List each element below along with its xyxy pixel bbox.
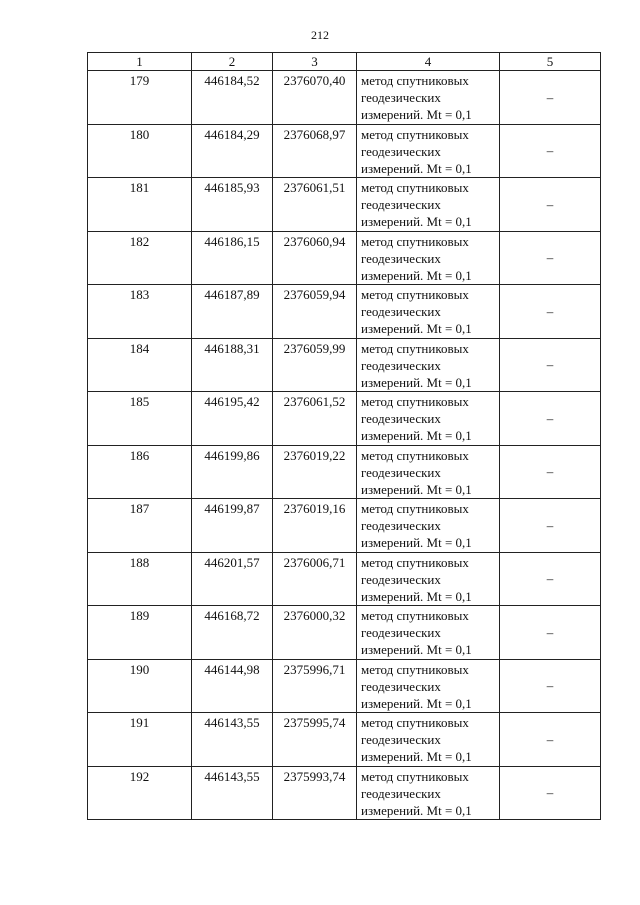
note-cell: – (500, 392, 601, 446)
table-header (88, 53, 601, 71)
table-body (88, 71, 601, 820)
table-row (88, 392, 601, 446)
y-coordinate-cell: 2376059,94 (273, 285, 357, 339)
table-row (88, 445, 601, 499)
x-coordinate-cell: 446143,55 (192, 766, 273, 820)
page-number: 212 (311, 28, 329, 42)
method-cell: метод спутниковых геодезических измерений. Mt = 0,1 (357, 178, 500, 232)
x-coordinate-cell: 446186,15 (192, 231, 273, 285)
x-coordinate-cell: 446187,89 (192, 285, 273, 339)
point-number-cell: 180 (88, 124, 192, 178)
note-cell: – (500, 766, 601, 820)
table-row (88, 766, 601, 820)
point-number-cell: 181 (88, 178, 192, 232)
point-number-cell: 182 (88, 231, 192, 285)
y-coordinate-cell: 2376061,51 (273, 178, 357, 232)
y-coordinate-cell: 2375995,74 (273, 713, 357, 767)
y-coordinate-cell: 2375993,74 (273, 766, 357, 820)
header-row (88, 53, 601, 71)
method-cell: метод спутниковых геодезических измерений. Mt = 0,1 (357, 71, 500, 125)
point-number-cell: 185 (88, 392, 192, 446)
table-row (88, 285, 601, 339)
method-cell: метод спутниковых геодезических измерений. Mt = 0,1 (357, 445, 500, 499)
x-coordinate-cell: 446185,93 (192, 178, 273, 232)
x-coordinate-cell: 446201,57 (192, 552, 273, 606)
table-row (88, 606, 601, 660)
x-coordinate-cell: 446195,42 (192, 392, 273, 446)
x-coordinate-cell: 446199,87 (192, 499, 273, 553)
point-number-cell: 191 (88, 713, 192, 767)
note-cell: – (500, 659, 601, 713)
y-coordinate-cell: 2376068,97 (273, 124, 357, 178)
table-row (88, 659, 601, 713)
y-coordinate-cell: 2375996,71 (273, 659, 357, 713)
table-row (88, 231, 601, 285)
method-cell: метод спутниковых геодезических измерений. Mt = 0,1 (357, 392, 500, 446)
method-cell: метод спутниковых геодезических измерений. Mt = 0,1 (357, 338, 500, 392)
y-coordinate-cell: 2376061,52 (273, 392, 357, 446)
header-col-2: 2 (192, 53, 273, 71)
point-number-cell: 189 (88, 606, 192, 660)
point-number-cell: 190 (88, 659, 192, 713)
table-row (88, 124, 601, 178)
note-cell: – (500, 71, 601, 125)
x-coordinate-cell: 446188,31 (192, 338, 273, 392)
x-coordinate-cell: 446184,52 (192, 71, 273, 125)
x-coordinate-cell: 446184,29 (192, 124, 273, 178)
y-coordinate-cell: 2376070,40 (273, 71, 357, 125)
point-number-cell: 192 (88, 766, 192, 820)
y-coordinate-cell: 2376059,99 (273, 338, 357, 392)
table-row (88, 338, 601, 392)
header-col-1: 1 (88, 53, 192, 71)
y-coordinate-cell: 2376000,32 (273, 606, 357, 660)
y-coordinate-cell: 2376060,94 (273, 231, 357, 285)
note-cell: – (500, 499, 601, 553)
point-number-cell: 186 (88, 445, 192, 499)
table-row (88, 71, 601, 125)
y-coordinate-cell: 2376006,71 (273, 552, 357, 606)
note-cell: – (500, 552, 601, 606)
method-cell: метод спутниковых геодезических измерений. Mt = 0,1 (357, 552, 500, 606)
method-cell: метод спутниковых геодезических измерений. Mt = 0,1 (357, 124, 500, 178)
table-row (88, 552, 601, 606)
header-col-4: 4 (357, 53, 500, 71)
method-cell: метод спутниковых геодезических измерений. Mt = 0,1 (357, 231, 500, 285)
note-cell: – (500, 231, 601, 285)
x-coordinate-cell: 446143,55 (192, 713, 273, 767)
method-cell: метод спутниковых геодезических измерений. Mt = 0,1 (357, 499, 500, 553)
x-coordinate-cell: 446168,72 (192, 606, 273, 660)
coordinates-table (87, 52, 601, 820)
table-row (88, 713, 601, 767)
point-number-cell: 179 (88, 71, 192, 125)
note-cell: – (500, 445, 601, 499)
method-cell: метод спутниковых геодезических измерений. Mt = 0,1 (357, 285, 500, 339)
method-cell: метод спутниковых геодезических измерений. Mt = 0,1 (357, 659, 500, 713)
note-cell: – (500, 338, 601, 392)
note-cell: – (500, 713, 601, 767)
x-coordinate-cell: 446144,98 (192, 659, 273, 713)
note-cell: – (500, 606, 601, 660)
point-number-cell: 183 (88, 285, 192, 339)
point-number-cell: 187 (88, 499, 192, 553)
header-col-3: 3 (273, 53, 357, 71)
point-number-cell: 184 (88, 338, 192, 392)
method-cell: метод спутниковых геодезических измерений. Mt = 0,1 (357, 606, 500, 660)
table-row (88, 499, 601, 553)
note-cell: – (500, 285, 601, 339)
table-row (88, 178, 601, 232)
note-cell: – (500, 124, 601, 178)
method-cell: метод спутниковых геодезических измерений. Mt = 0,1 (357, 766, 500, 820)
x-coordinate-cell: 446199,86 (192, 445, 273, 499)
header-col-5: 5 (500, 53, 601, 71)
note-cell: – (500, 178, 601, 232)
method-cell: метод спутниковых геодезических измерений. Mt = 0,1 (357, 713, 500, 767)
y-coordinate-cell: 2376019,22 (273, 445, 357, 499)
point-number-cell: 188 (88, 552, 192, 606)
y-coordinate-cell: 2376019,16 (273, 499, 357, 553)
